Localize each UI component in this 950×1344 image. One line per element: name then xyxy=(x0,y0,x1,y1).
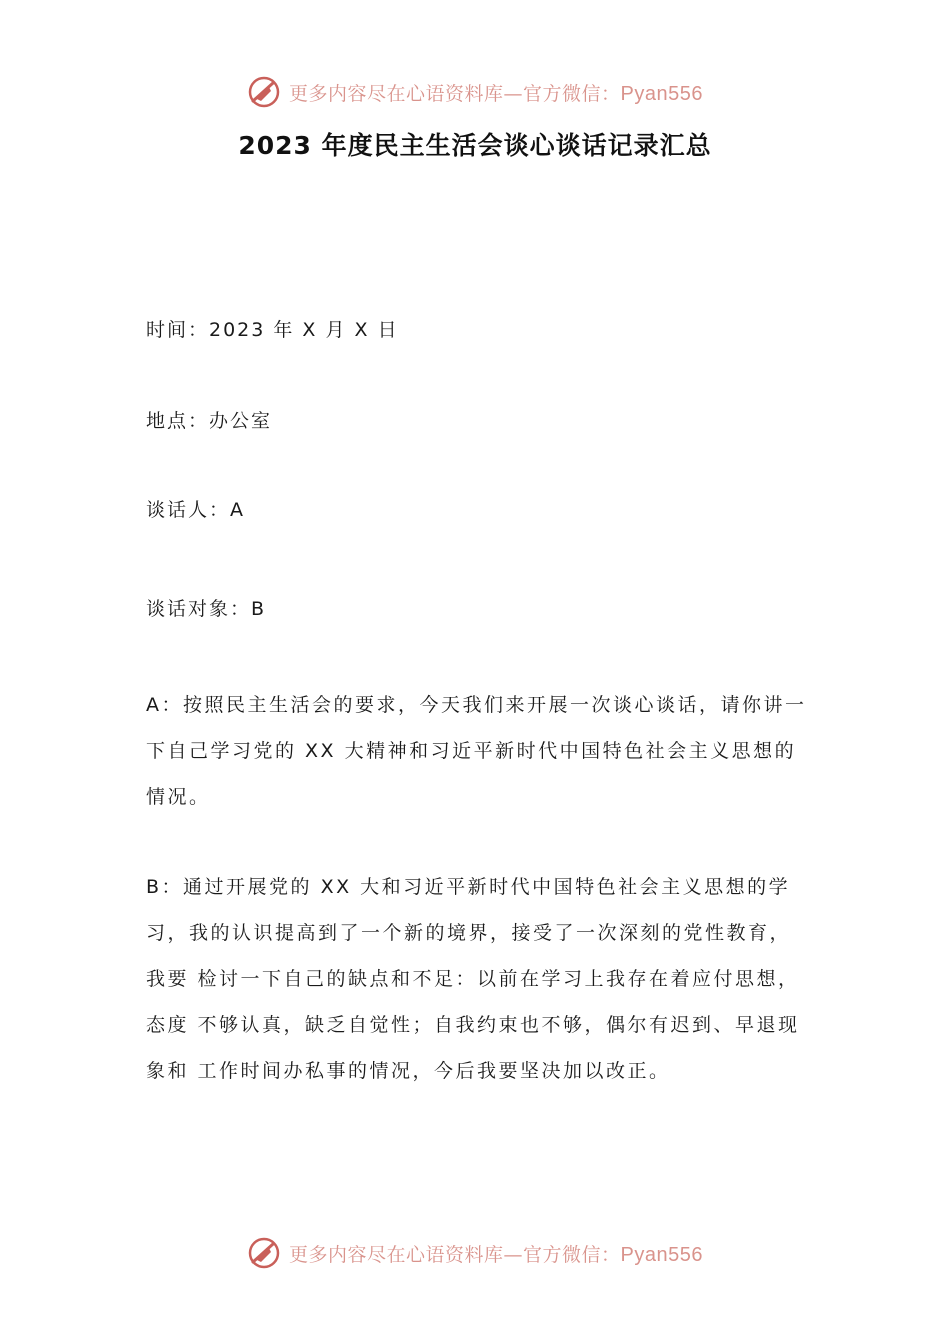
target-line: 谈话对象：B xyxy=(146,598,267,620)
footer-watermark xyxy=(0,1233,950,1273)
place-line: 地点：办公室 xyxy=(146,410,273,432)
speaker-line: 谈话人：A xyxy=(146,499,245,521)
paragraph-b: B：通过开展党的 XX 大和习近平新时代中国特色社会主义思想的学习，我的认识提高到了一个新的境界，接受了一次深刻的党性教育，我要 检讨一下自己的缺点和不足：以前在学习上我存在着应付思想，态度 不够认真，缺乏自觉性；自我约束也不够，偶尔有迟到、早退现象和 工作时间办私事的情况，今后我要坚决加以改正。 xyxy=(146,876,800,1082)
document-title: 2023 年度民主生活会谈心谈话记录汇总 xyxy=(238,131,712,160)
paragraph-a: A：按照民主生活会的要求，今天我们来开展一次谈心谈话，请你讲一下自己学习党的 XX 大精神和习近平新时代中国特色社会主义思想的情况。 xyxy=(146,694,807,808)
header-watermark xyxy=(0,72,950,112)
pen-logo-icon xyxy=(247,75,281,109)
time-line: 时间：2023 年 X 月 X 日 xyxy=(146,319,399,341)
watermark-text: 更多内容尽在心语资料库—官方微信：Pyan556 xyxy=(289,82,703,105)
watermark-text: 更多内容尽在心语资料库—官方微信：Pyan556 xyxy=(289,1243,703,1266)
pen-logo-icon xyxy=(247,1236,281,1270)
